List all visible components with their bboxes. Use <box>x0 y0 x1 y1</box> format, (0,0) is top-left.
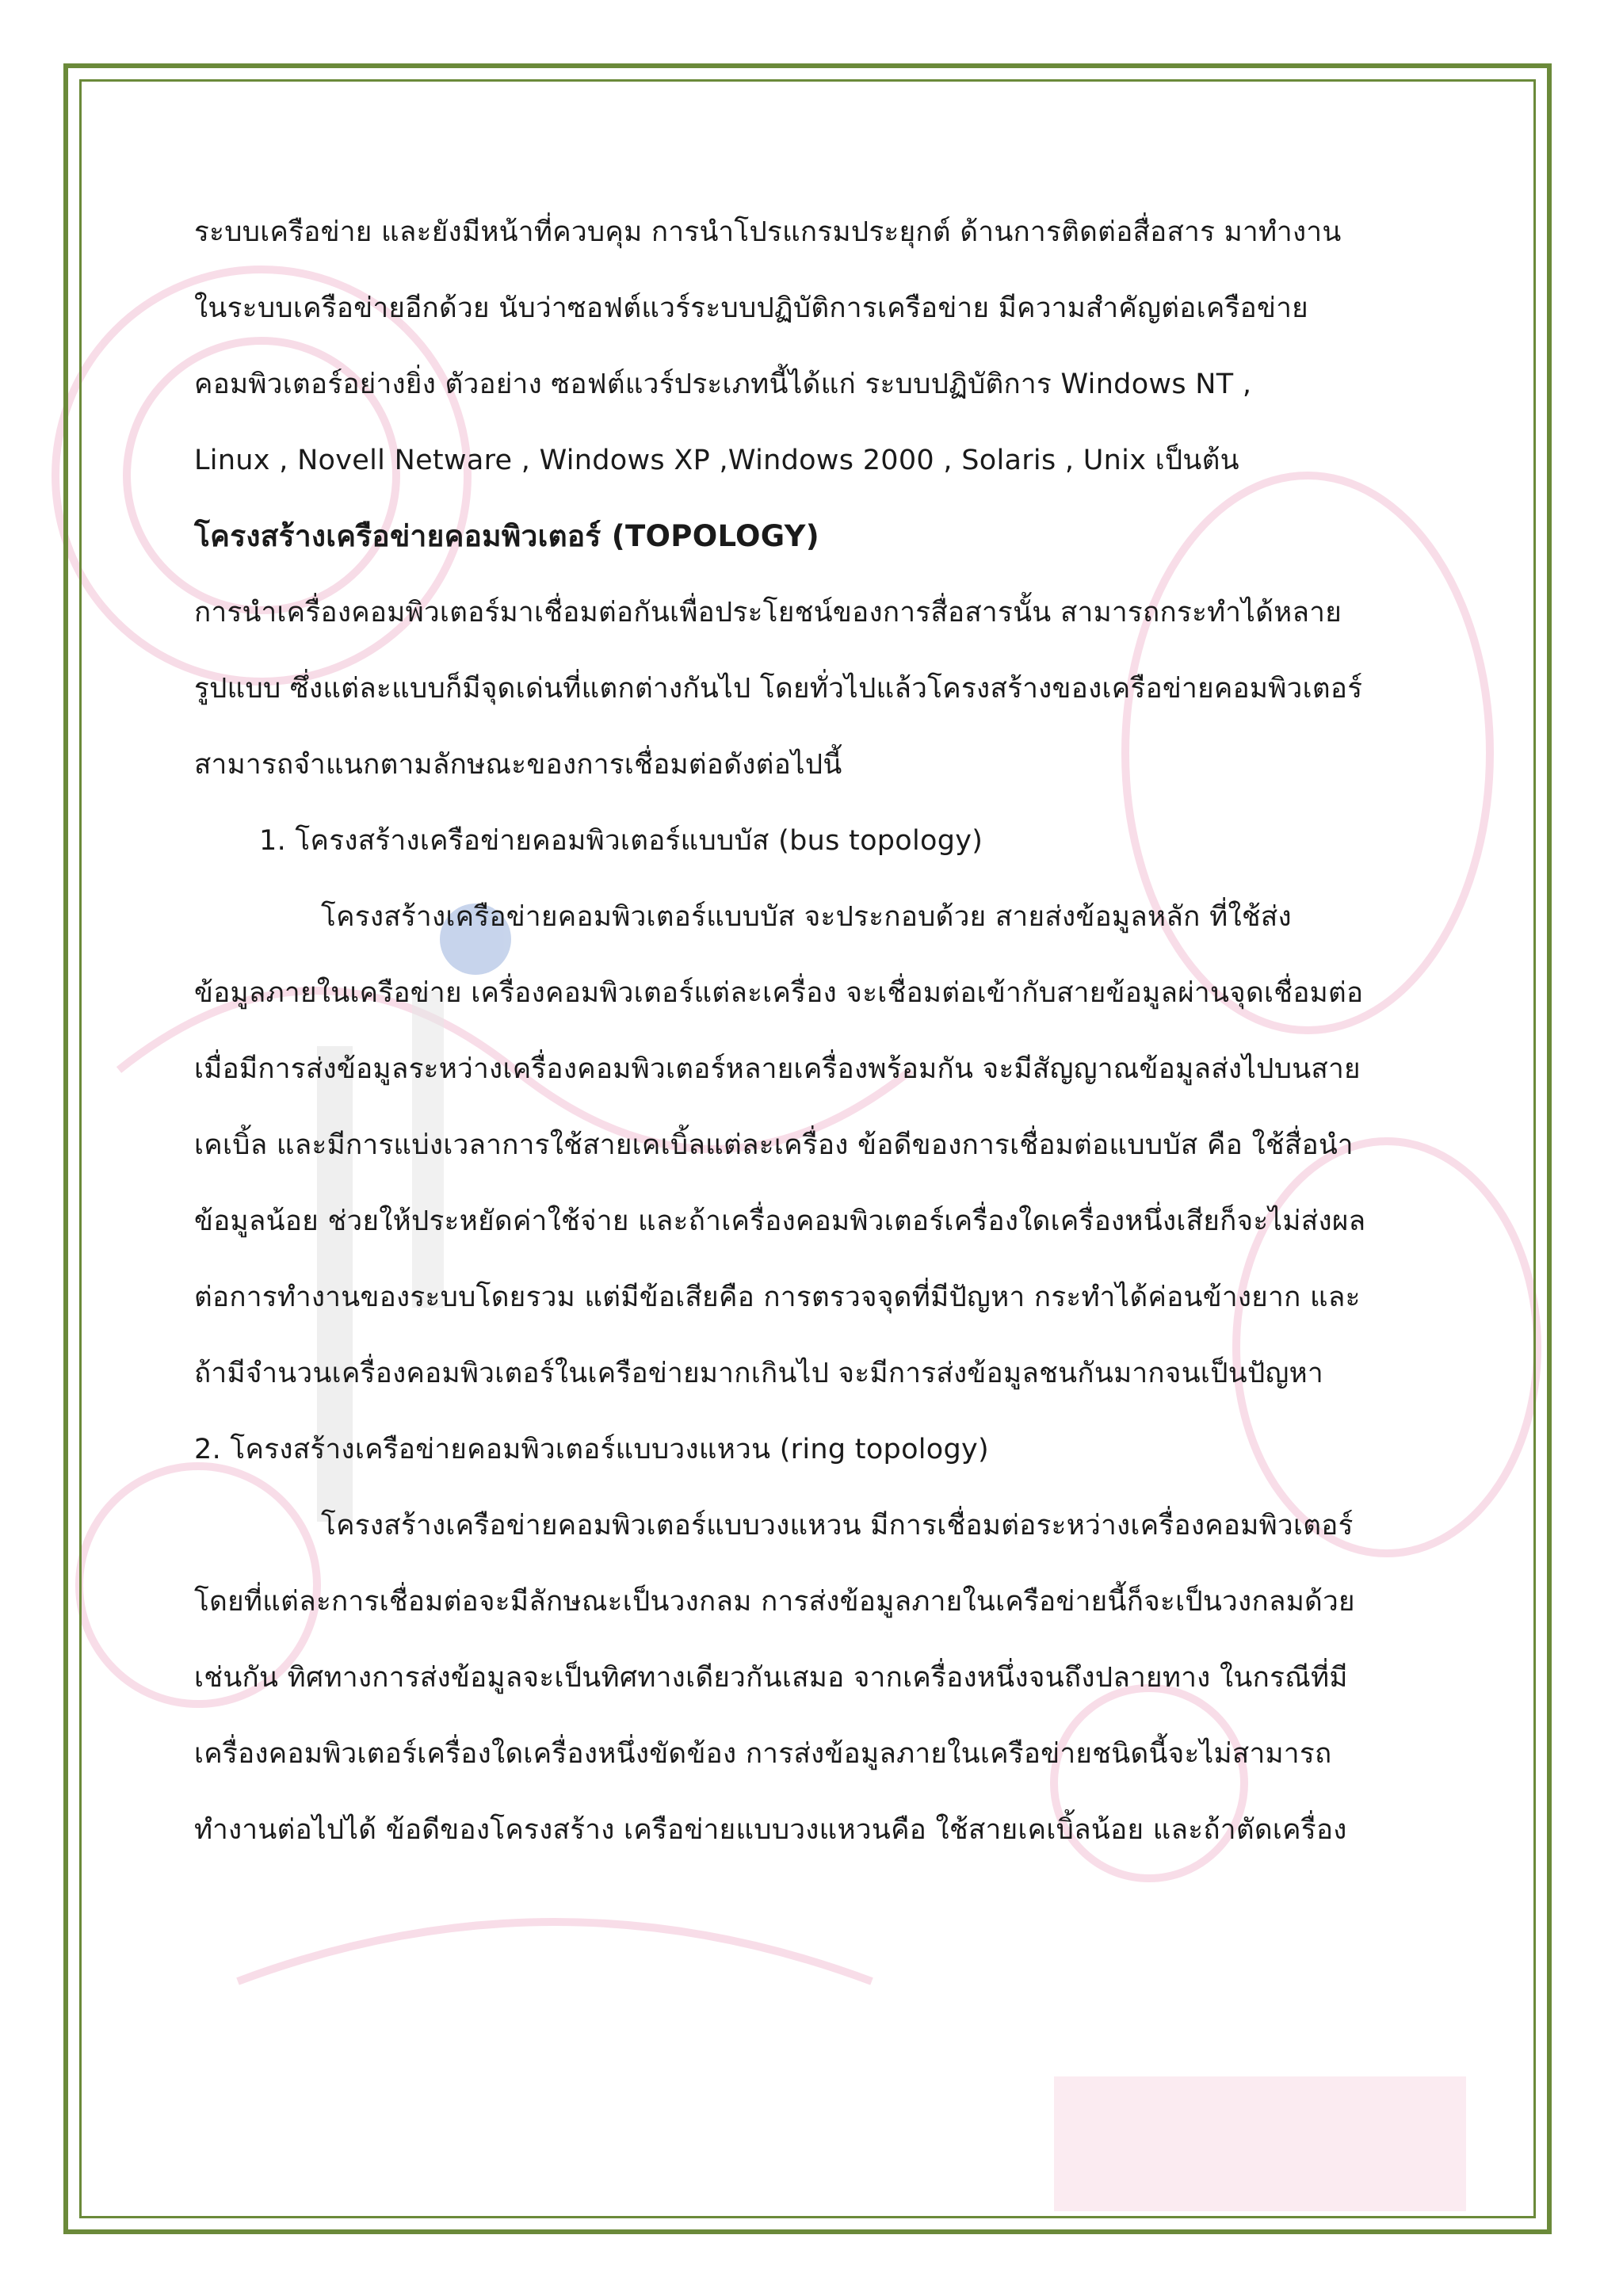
document-body <box>194 194 1415 1868</box>
bus-body-line: เคเบิ้ล และมีการแบ่งเวลาการใช้สายเคเบิ้ลแต่ละเครื่อง ข้อดีของการเชื่อมต่อแบบบัส คือ ใช้สื่อนำ <box>194 1129 1354 1161</box>
ring-topology-heading: 2. โครงสร้างเครือข่ายคอมพิวเตอร์แบบวงแหวน (ring topology) <box>194 1434 989 1465</box>
bus-body-line: เมื่อมีการส่งข้อมูลระหว่างเครื่องคอมพิวเตอร์หลายเครื่องพร้อมกัน จะมีสัญญาณข้อมูลส่งไปบนสาย <box>194 1053 1361 1085</box>
ring-body-line: ทำงานต่อไปได้ ข้อดีของโครงสร้าง เครือข่ายแบบวงแหวนคือ ใช้สายเคเบิ้ลน้อย และถ้าตัดเครื่อง <box>194 1814 1347 1846</box>
ring-body-line: เครื่องคอมพิวเตอร์เครื่องใดเครื่องหนึ่งขัดข้อง การส่งข้อมูลภายในเครือข่ายชนิดนี้จะไม่สามารถ <box>194 1738 1332 1770</box>
bus-body-line: ถ้ามีจำนวนเครื่องคอมพิวเตอร์ในเครือข่ายมากเกินไป จะมีการส่งข้อมูลชนกันมากจนเป็นปัญหา <box>194 1358 1323 1389</box>
bus-body-line: ข้อมูลน้อย ช่วยให้ประหยัดค่าใช้จ่าย และถ้าเครื่องคอมพิวเตอร์เครื่องใดเครื่องหนึ่งเสียก็จะไม่ส่งผล <box>194 1205 1366 1237</box>
intro-line: ระบบเครือข่าย และยังมีหน้าที่ควบคุม การนำโปรแกรมประยุกต์ ด้านการติดต่อสื่อสาร มาทำงาน <box>194 216 1342 248</box>
bus-topology-heading: 1. โครงสร้างเครือข่ายคอมพิวเตอร์แบบบัส (bus topology) <box>259 825 983 857</box>
topology-intro-line: สามารถจำแนกตามลักษณะของการเชื่อมต่อดังต่อไปนี้ <box>194 749 842 781</box>
intro-line: ในระบบเครือข่ายอีกด้วย นับว่าซอฟต์แวร์ระบบปฏิบัติการเครือข่าย มีความสำคัญต่อเครือข่าย <box>194 292 1308 324</box>
ring-body-line: โครงสร้างเครือข่ายคอมพิวเตอร์แบบวงแหวน มีการเชื่อมต่อระหว่างเครื่องคอมพิวเตอร์ <box>321 1510 1354 1541</box>
topology-intro-line: รูปแบบ ซึ่งแต่ละแบบก็มีจุดเด่นที่แตกต่างกันไป โดยทั่วไปแล้วโครงสร้างของเครือข่ายคอมพิวเตอร์ <box>194 673 1363 705</box>
intro-line: Linux , Novell Netware , Windows XP ,Windows 2000 , Solaris , Unix เป็นต้น <box>194 445 1239 476</box>
topology-intro-line: การนำเครื่องคอมพิวเตอร์มาเชื่อมต่อกันเพื่อประโยชน์ของการสื่อสารนั้น สามารถกระทำได้หลาย <box>194 597 1342 628</box>
topology-heading: โครงสร้างเครือข่ายคอมพิวเตอร์ (TOPOLOGY) <box>194 519 819 553</box>
intro-line: คอมพิวเตอร์อย่างยิ่ง ตัวอย่าง ซอฟต์แวร์ประเภทนี้ได้แก่ ระบบปฏิบัติการ Windows NT , <box>194 369 1252 400</box>
ring-body-line: โดยที่แต่ละการเชื่อมต่อจะมีลักษณะเป็นวงกลม การส่งข้อมูลภายในเครือข่ายนี้ก็จะเป็นวงกลมด้วย <box>194 1586 1355 1618</box>
ring-body-line: เช่นกัน ทิศทางการส่งข้อมูลจะเป็นทิศทางเดียวกันเสมอ จากเครื่องหนึ่งจนถึงปลายทาง ในกรณีที่มี <box>194 1662 1348 1694</box>
bus-body-line: โครงสร้างเครือข่ายคอมพิวเตอร์แบบบัส จะประกอบด้วย สายส่งข้อมูลหลัก ที่ใช้ส่ง <box>321 901 1292 933</box>
bus-body-line: ต่อการทำงานของระบบโดยรวม แต่มีข้อเสียคือ การตรวจจุดที่มีปัญหา กระทำได้ค่อนข้างยาก และ <box>194 1282 1361 1313</box>
bus-body-line: ข้อมูลภายในเครือข่าย เครื่องคอมพิวเตอร์แต่ละเครื่อง จะเชื่อมต่อเข้ากับสายข้อมูลผ่านจุดเชื่อมต่อ <box>194 977 1364 1009</box>
